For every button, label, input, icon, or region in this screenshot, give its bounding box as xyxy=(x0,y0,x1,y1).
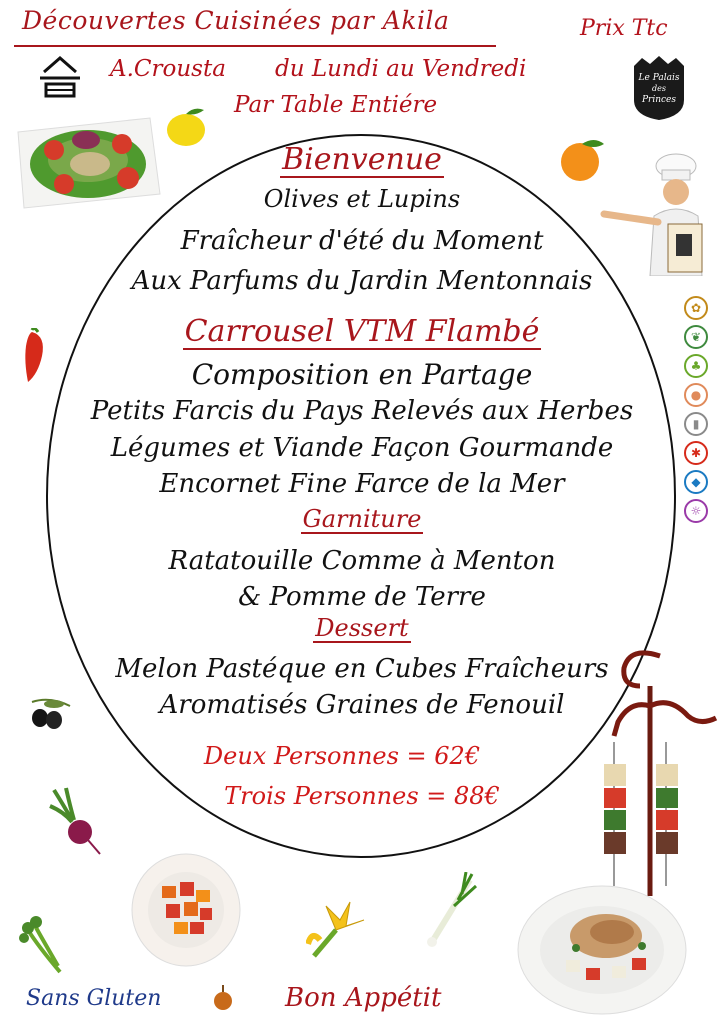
schedule-text: du Lundi au Vendredi xyxy=(275,56,527,82)
leaf-icon: ❦ xyxy=(684,325,708,349)
shellfish-icon: ☼ xyxy=(684,499,708,523)
section-title-carrousel xyxy=(0,314,724,350)
palais-des-princes-logo xyxy=(628,56,690,122)
section-title-dessert xyxy=(0,614,724,643)
price-note: Prix Ttc xyxy=(580,16,668,41)
menu-item: Aromatisés Graines de Fenouil xyxy=(159,690,565,720)
menu-item: Ratatouille Comme à Menton xyxy=(168,546,556,576)
dessert-title: Dessert xyxy=(315,614,409,642)
menu-item: Petits Farcis du Pays Relevés aux Herbes xyxy=(90,396,634,426)
gluten-free-label: Sans Gluten xyxy=(26,986,162,1011)
logo-line1: Le Palais xyxy=(638,73,680,83)
header-divider xyxy=(14,45,496,47)
zucchini-flower-image xyxy=(306,900,366,960)
menu-header-title: Découvertes Cuisinées par Akila xyxy=(22,6,450,35)
tomato-dish-image xyxy=(130,852,242,968)
welcome-title: Bienvenue xyxy=(282,142,442,177)
restaurant-name: A.Crousta xyxy=(110,56,226,82)
menu-item: Olives et Lupins xyxy=(263,185,461,213)
menu-item: Melon Pastéque en Cubes Fraîcheurs xyxy=(115,654,609,684)
section-title-welcome xyxy=(0,142,724,178)
wheat-icon: ✿ xyxy=(684,296,708,320)
menu-item: Légumes et Viande Façon Gourmande xyxy=(110,433,614,463)
garnish-title: Garniture xyxy=(302,505,422,533)
crab-icon: ✱ xyxy=(684,441,708,465)
beetroot-image xyxy=(44,786,104,858)
plant-icon: ♣ xyxy=(684,354,708,378)
price-three-persons: Trois Personnes = 88€ xyxy=(224,782,500,810)
onion-image xyxy=(212,984,234,1012)
fish-icon: ◆ xyxy=(684,470,708,494)
celery-image xyxy=(18,916,68,976)
menu-item: & Pomme de Terre xyxy=(238,582,486,612)
menu-item: Fraîcheur d'été du Moment xyxy=(180,226,544,256)
house-scale-icon xyxy=(38,54,82,100)
olives-image xyxy=(26,696,74,732)
menu-item: Encornet Fine Farce de la Mer xyxy=(159,469,565,499)
menu-item: Composition en Partage xyxy=(191,358,533,391)
logo-line2: des xyxy=(652,84,666,93)
bon-appetit-text: Bon Appétit xyxy=(285,983,442,1013)
section-title-garnish xyxy=(0,505,724,534)
stuffed-squid-dish-image xyxy=(516,876,688,1016)
egg-icon: ● xyxy=(684,383,708,407)
table-note: Par Table Entiére xyxy=(234,92,438,118)
carrousel-title: Carrousel VTM Flambé xyxy=(184,314,540,349)
logo-line3: Princes xyxy=(641,95,677,105)
price-two-persons: Deux Personnes = 62€ xyxy=(203,742,481,770)
spring-onion-image xyxy=(418,872,478,948)
jar-icon: ▮ xyxy=(684,412,708,436)
menu-item: Aux Parfums du Jardin Mentonnais xyxy=(131,266,593,296)
